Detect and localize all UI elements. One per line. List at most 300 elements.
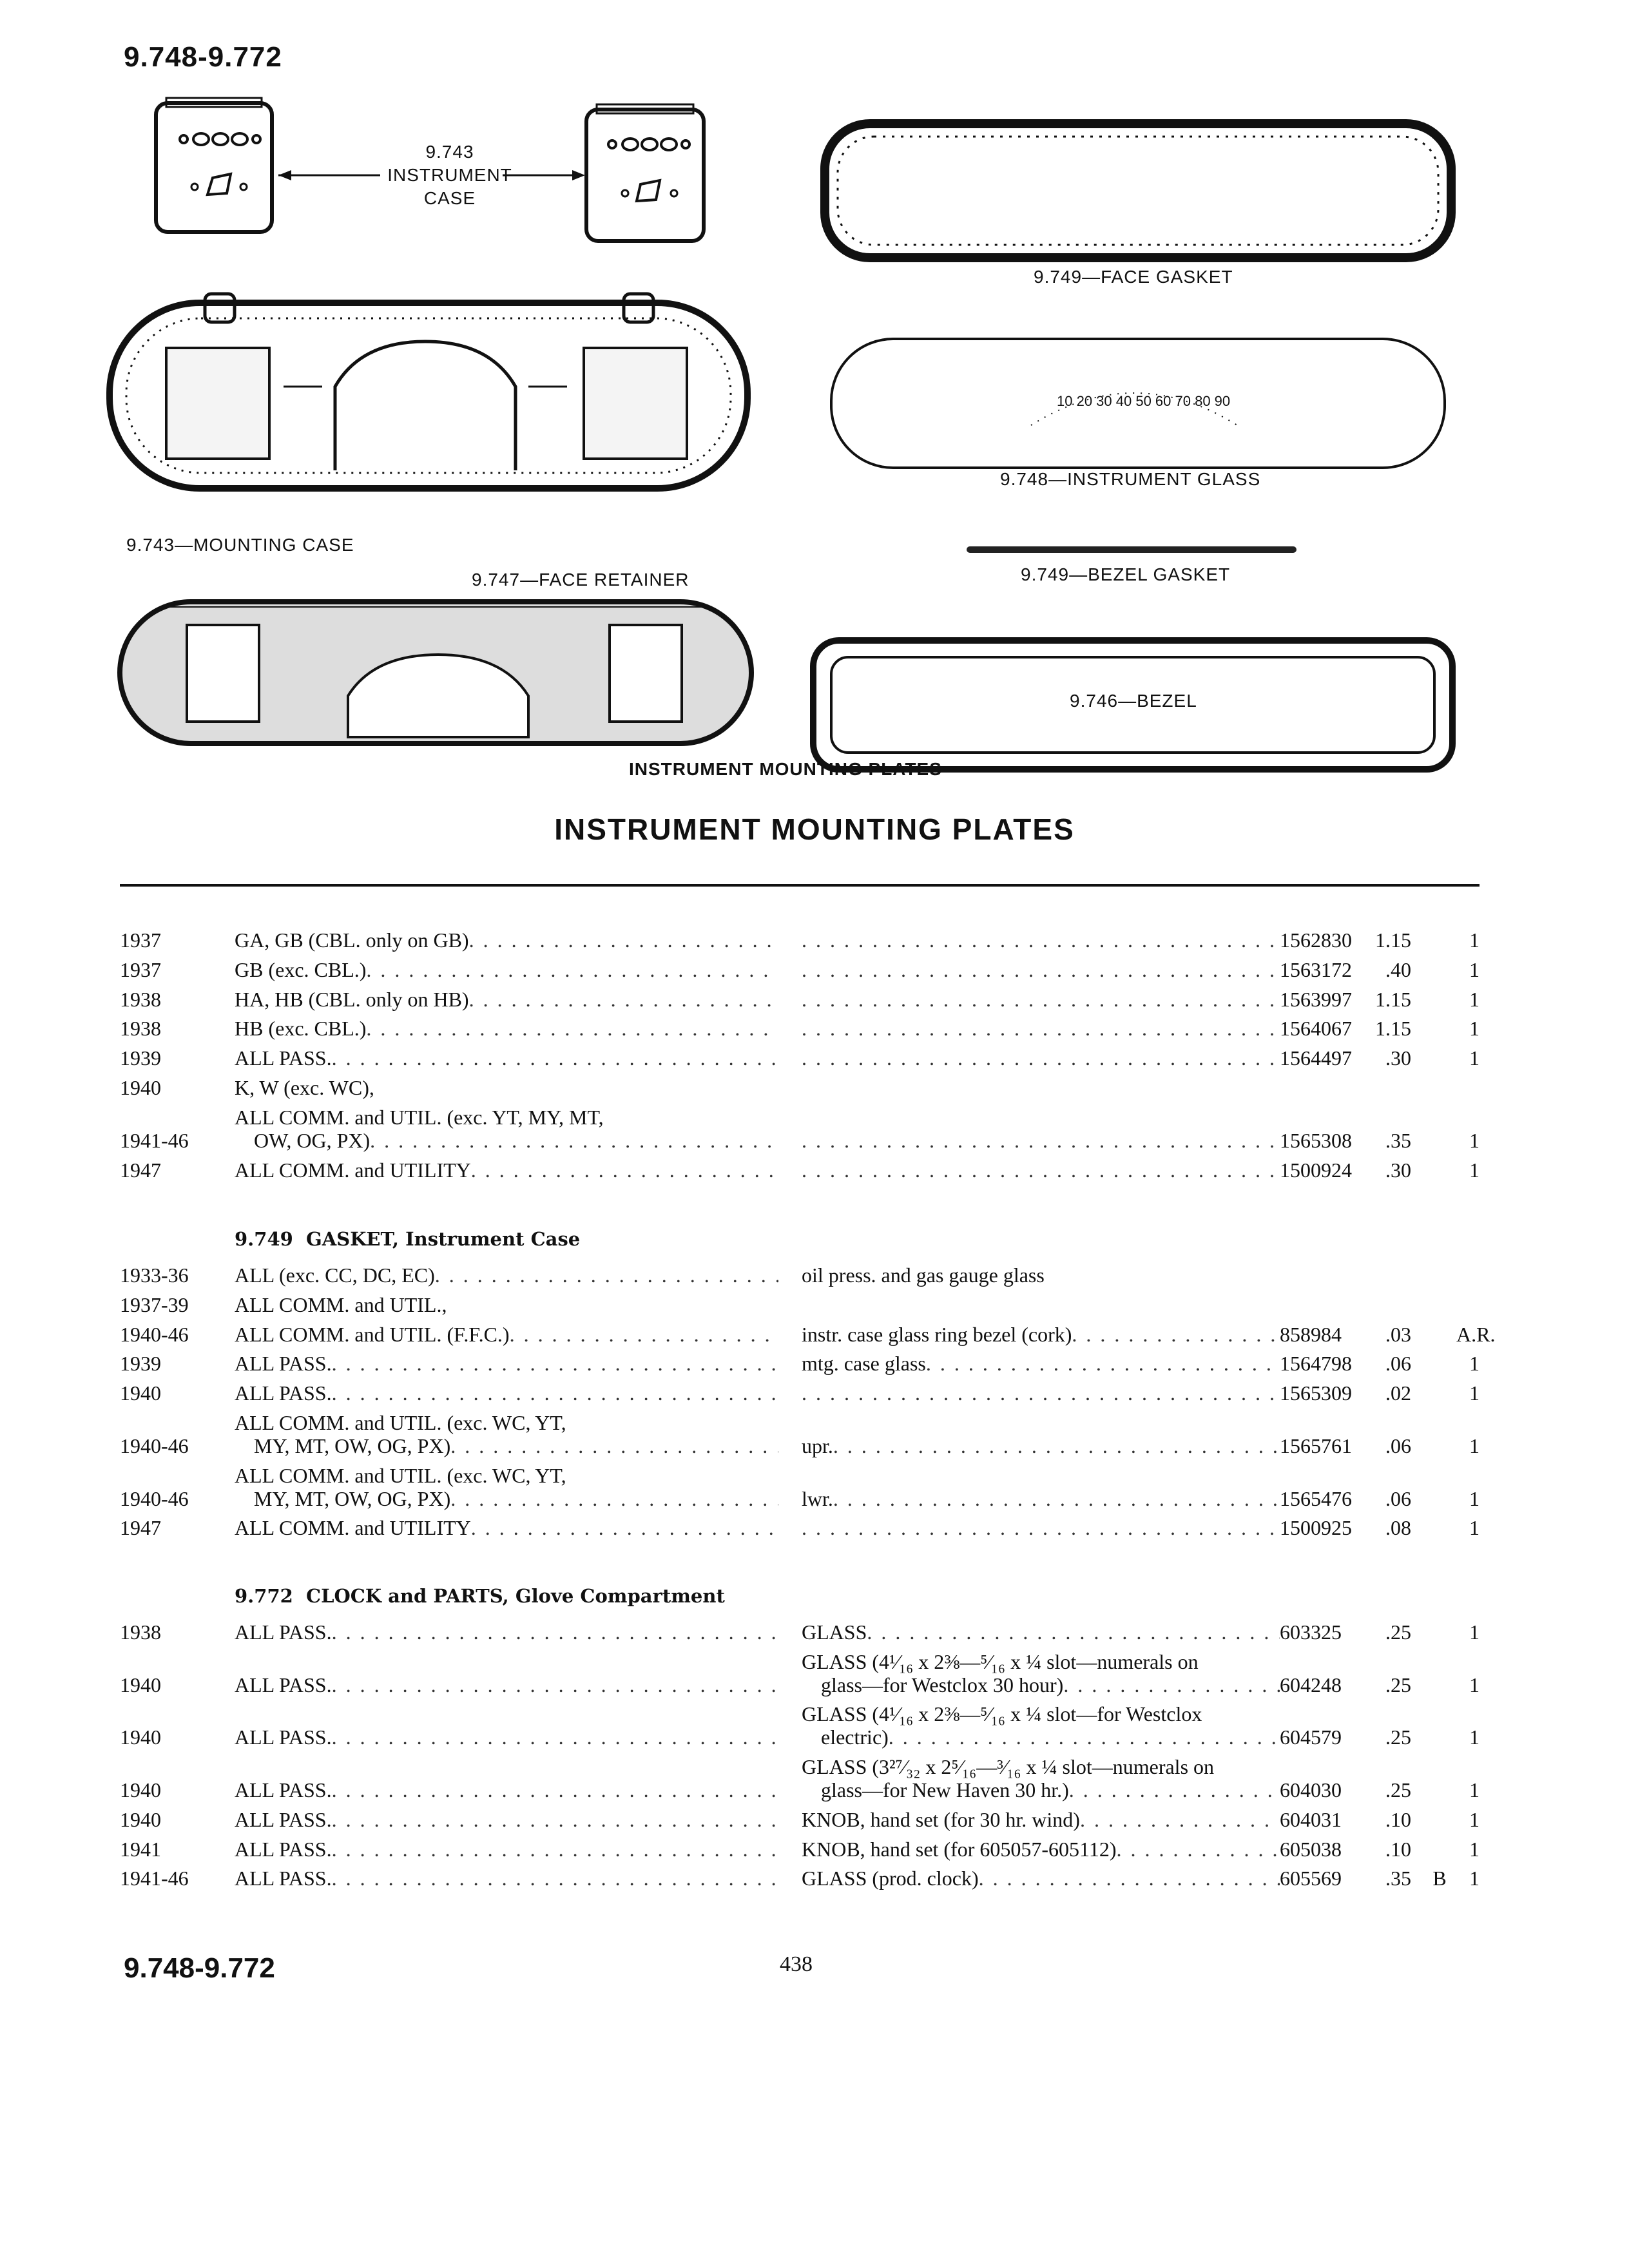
page-title: INSTRUMENT MOUNTING PLATES — [554, 812, 1075, 846]
model-cell-line — [235, 1129, 778, 1153]
instrument-glass-drawing — [831, 339, 1445, 468]
description-cell — [802, 1017, 1280, 1041]
year-cell: 1947 — [120, 1516, 161, 1540]
instrument-case-caption-num: 9.743 — [425, 142, 474, 162]
clock-section-heading: CLOCK and PARTS, Glove Compartment — [306, 1585, 725, 1607]
model-cell — [235, 1294, 778, 1317]
model-cell — [235, 988, 778, 1012]
description-cell-line — [802, 1517, 1280, 1540]
model-cell-line — [235, 1465, 778, 1488]
part-number-cell: 1565309 — [1280, 1381, 1352, 1405]
part-number-cell: 1565476 — [1280, 1486, 1352, 1510]
mounting-plates-section — [120, 929, 1480, 1182]
model-cell — [235, 1077, 778, 1100]
table-row — [120, 1264, 1480, 1287]
gasket-section-number: 9.749 — [235, 1228, 293, 1250]
quantity-cell: 1 — [1469, 1837, 1480, 1861]
description-cell — [802, 959, 1280, 982]
description-cell-line — [802, 1435, 1280, 1458]
description-cell-line — [802, 1488, 1280, 1511]
model-cell-text: ALL COMM. and UTIL. (exc. WC, YT, — [235, 1412, 566, 1435]
quantity-cell: 1 — [1469, 1352, 1480, 1376]
model-cell-line — [235, 988, 778, 1012]
quantity-cell: 1 — [1469, 1867, 1480, 1890]
description-cell-text: instr. case glass ring bezel (cork) — [802, 1323, 1072, 1346]
table-row — [120, 1465, 1480, 1511]
model-cell-text: ALL COMM. and UTIL. (F.F.C.) — [235, 1323, 510, 1346]
face-gasket-caption: 9.749—FACE GASKET — [1034, 267, 1233, 287]
description-cell — [802, 1129, 1280, 1153]
table-row — [120, 1382, 1480, 1405]
table-row — [120, 988, 1480, 1012]
table-row — [120, 959, 1480, 982]
bezel-caption: 9.746—BEZEL — [1070, 691, 1197, 711]
description-cell-text: KNOB, hand set (for 30 hr. wind) — [802, 1808, 1080, 1831]
year-cell: 1940-46 — [120, 1434, 189, 1457]
description-cell — [802, 1264, 1280, 1287]
part-number-cell: 1564798 — [1280, 1352, 1352, 1376]
description-cell-line — [802, 959, 1280, 982]
face-retainer-caption: 9.747—FACE RETAINER — [472, 570, 689, 590]
model-cell-line — [235, 1047, 778, 1070]
description-cell — [802, 929, 1280, 952]
dot-leader — [471, 1159, 778, 1182]
year-cell: 1947 — [120, 1158, 161, 1182]
part-number-cell: 604579 — [1280, 1725, 1342, 1749]
description-cell-text: GLASS (3²⁷⁄₃₂ x 2⁵⁄₁₆—³⁄₁₆ x ¼ slot—numerals on — [802, 1756, 1215, 1779]
dot-leader — [366, 1017, 778, 1040]
description-cell — [802, 1352, 1280, 1376]
year-cell: 1940 — [120, 1807, 161, 1831]
quantity-cell: A.R. — [1456, 1322, 1496, 1346]
model-cell — [235, 1838, 778, 1861]
dot-leader — [370, 1129, 778, 1152]
model-cell-text: GB (exc. CBL.) — [235, 958, 367, 981]
dot-leader — [510, 1323, 778, 1346]
dot-leader — [979, 1867, 1280, 1890]
table-row — [120, 1838, 1480, 1861]
model-cell — [235, 1412, 778, 1458]
dot-leader — [833, 1435, 1280, 1457]
gasket-section — [120, 1228, 1496, 1540]
table-row — [120, 1867, 1480, 1890]
description-cell-text: lwr. — [802, 1487, 833, 1510]
description-cell-line — [802, 1703, 1280, 1726]
gasket-section-heading: GASKET, Instrument Case — [306, 1228, 581, 1250]
model-cell — [235, 1017, 778, 1041]
gasket-section-title — [120, 1228, 1480, 1250]
price-cell: 1.15 — [1375, 928, 1411, 952]
year-cell: 1940 — [120, 1673, 161, 1696]
table-row — [120, 1756, 1480, 1802]
year-cell: 1939 — [120, 1046, 161, 1070]
dot-leader — [1117, 1838, 1280, 1861]
model-cell-line — [235, 1867, 778, 1890]
model-cell — [235, 1106, 778, 1153]
dot-leader — [469, 929, 778, 952]
dot-leader — [833, 1488, 1280, 1510]
year-cell: 1941-46 — [120, 1867, 189, 1890]
year-cell: 1938 — [120, 1017, 161, 1041]
description-cell-line — [802, 929, 1280, 952]
description-cell-line — [802, 1726, 1280, 1749]
description-cell — [802, 1838, 1280, 1861]
dot-leader — [802, 1129, 1280, 1152]
dot-leader — [802, 929, 1280, 952]
bezel-gasket-caption: 9.749—BEZEL GASKET — [1021, 564, 1231, 584]
description-cell-line — [802, 1779, 1280, 1802]
model-cell-text: GA, GB (CBL. only on GB) — [235, 929, 469, 952]
model-cell-text: ALL COMM. and UTIL. (exc. WC, YT, — [235, 1464, 566, 1487]
instrument-glass-caption: 9.748—INSTRUMENT GLASS — [1000, 469, 1261, 489]
description-cell — [802, 1809, 1280, 1832]
table-row — [120, 1322, 1496, 1347]
year-cell: 1940 — [120, 1381, 161, 1405]
price-cell: .02 — [1385, 1381, 1411, 1405]
model-cell-text: ALL COMM. and UTILITY — [235, 1517, 471, 1540]
description-cell-line — [802, 1129, 1280, 1153]
dot-leader — [450, 1434, 778, 1457]
model-cell — [235, 1323, 778, 1347]
model-cell-line — [235, 1264, 778, 1287]
model-cell-text: ALL PASS. — [235, 1838, 332, 1861]
description-cell — [802, 1867, 1280, 1890]
model-cell — [235, 1867, 778, 1890]
model-cell-text: ALL PASS. — [235, 1673, 332, 1696]
dot-leader — [802, 1517, 1280, 1539]
dot-leader — [1080, 1809, 1280, 1831]
price-cell: .35 — [1385, 1128, 1411, 1152]
description-cell — [802, 1159, 1280, 1182]
instrument-case-right-drawing — [586, 104, 704, 241]
model-cell-text: K, W (exc. WC), — [235, 1077, 374, 1100]
table-row — [120, 1651, 1480, 1697]
year-cell: 1940 — [120, 1778, 161, 1802]
description-cell — [802, 1621, 1280, 1644]
price-cell: .35 — [1385, 1867, 1411, 1890]
model-cell-line — [235, 1838, 778, 1861]
model-cell — [235, 1809, 778, 1832]
dot-leader — [802, 1382, 1280, 1405]
part-number-cell: 1564497 — [1280, 1046, 1352, 1070]
year-cell: 1937-39 — [120, 1293, 189, 1316]
model-cell-text: ALL PASS. — [235, 1778, 332, 1802]
model-cell-line — [235, 1294, 778, 1317]
price-cell: .25 — [1385, 1620, 1411, 1644]
model-cell-text: ALL PASS. — [235, 1808, 332, 1831]
model-cell — [235, 1621, 778, 1644]
part-number-cell: 1565308 — [1280, 1128, 1352, 1152]
model-cell-line — [235, 1809, 778, 1832]
model-cell-line — [235, 1517, 778, 1540]
model-cell-text: HA, HB (CBL. only on HB) — [235, 988, 469, 1011]
quantity-cell: 1 — [1469, 928, 1480, 952]
year-cell: 1939 — [120, 1352, 161, 1376]
model-cell-text: ALL PASS. — [235, 1867, 332, 1890]
dot-leader — [889, 1725, 1280, 1749]
model-cell — [235, 1352, 778, 1376]
quantity-cell: 1 — [1469, 1486, 1480, 1510]
description-cell-line — [802, 1809, 1280, 1832]
description-cell — [802, 988, 1280, 1012]
model-cell — [235, 959, 778, 982]
part-number-cell: 1562830 — [1280, 928, 1352, 952]
model-cell-text: ALL (exc. CC, DC, EC) — [235, 1264, 435, 1287]
description-cell-line — [802, 988, 1280, 1012]
description-cell-line — [802, 1756, 1280, 1779]
clock-section-number: 9.772 — [235, 1585, 293, 1607]
part-number-cell: 605569 — [1280, 1867, 1342, 1890]
model-cell-line — [235, 929, 778, 952]
page-header-range: 9.748-9.772 — [124, 41, 282, 73]
face-retainer-drawing — [120, 602, 751, 744]
arrow-right-head — [572, 170, 585, 180]
price-cell: .10 — [1385, 1837, 1411, 1861]
dot-leader — [802, 988, 1280, 1011]
parts-illustrations — [0, 84, 1629, 799]
description-cell — [802, 1047, 1280, 1070]
description-cell-text: GLASS (4¹⁄₁₆ x 2⅜—⁵⁄₁₆ x ¼ slot—numerals on — [802, 1650, 1199, 1673]
model-cell-line — [235, 1726, 778, 1749]
model-cell-line — [235, 1674, 778, 1697]
description-cell-line — [802, 1047, 1280, 1070]
part-number-cell: 1500924 — [1280, 1158, 1352, 1182]
table-row — [120, 1047, 1480, 1070]
model-cell — [235, 1517, 778, 1540]
part-number-cell: 1565761 — [1280, 1434, 1352, 1457]
dot-leader — [802, 959, 1280, 981]
price-cell: .03 — [1385, 1322, 1411, 1346]
part-number-cell: 1563997 — [1280, 987, 1352, 1011]
price-cell: .06 — [1385, 1352, 1411, 1376]
quantity-cell: 1 — [1469, 1778, 1480, 1802]
table-row — [120, 1352, 1480, 1376]
table-row — [120, 1517, 1480, 1540]
quantity-cell: 1 — [1469, 1381, 1480, 1405]
model-cell-line — [235, 1412, 778, 1435]
price-cell: .30 — [1385, 1158, 1411, 1182]
model-cell-text: MY, MT, OW, OG, PX) — [254, 1434, 451, 1457]
description-cell — [802, 1488, 1280, 1511]
model-cell-line — [235, 1159, 778, 1182]
table-row — [120, 929, 1480, 952]
model-cell-text: ALL PASS. — [235, 1047, 332, 1070]
table-row — [120, 1294, 1480, 1317]
price-cell: .25 — [1385, 1673, 1411, 1696]
quantity-cell: 1 — [1469, 1516, 1480, 1540]
quantity-cell: 1 — [1469, 1158, 1480, 1182]
description-cell-line — [802, 1352, 1280, 1376]
model-cell-line — [235, 959, 778, 982]
dot-leader — [332, 1621, 778, 1644]
description-cell — [802, 1323, 1280, 1347]
price-cell: .25 — [1385, 1778, 1411, 1802]
table-row — [120, 1106, 1480, 1153]
year-cell: 1940 — [120, 1076, 161, 1100]
model-cell-line — [235, 1779, 778, 1802]
dot-leader — [332, 1779, 778, 1802]
description-cell — [802, 1382, 1280, 1405]
description-cell-line — [802, 1017, 1280, 1041]
table-row — [120, 1412, 1480, 1458]
description-cell — [802, 1517, 1280, 1540]
quantity-cell: 1 — [1469, 1434, 1480, 1457]
description-cell-line — [802, 1838, 1280, 1861]
description-cell — [802, 1435, 1280, 1458]
model-cell-text: ALL PASS. — [235, 1621, 332, 1644]
dot-leader — [366, 959, 778, 981]
quantity-cell: 1 — [1469, 1807, 1480, 1831]
description-cell-text: GLASS (4¹⁄₁₆ x 2⅜—⁵⁄₁₆ x ¼ slot—for Westclox — [802, 1703, 1202, 1726]
face-gasket-drawing — [825, 124, 1451, 258]
dot-leader — [802, 1017, 1280, 1040]
clock-rows — [120, 1621, 1480, 1890]
title-rule — [120, 884, 1480, 887]
year-cell: 1940-46 — [120, 1322, 189, 1346]
description-cell — [802, 1651, 1280, 1697]
dot-leader — [332, 1674, 778, 1696]
model-cell — [235, 929, 778, 952]
page-number: 438 — [780, 1952, 813, 1976]
quantity-cell: 1 — [1469, 1128, 1480, 1152]
part-number-cell: 605038 — [1280, 1837, 1342, 1861]
table-row — [120, 1159, 1480, 1182]
dot-leader — [435, 1264, 778, 1287]
instrument-case-left-drawing — [156, 98, 272, 232]
price-cell: .08 — [1385, 1516, 1411, 1540]
year-cell: 1940-46 — [120, 1486, 189, 1510]
model-cell-line — [235, 1323, 778, 1347]
model-cell-line — [235, 1621, 778, 1644]
model-cell — [235, 1465, 778, 1511]
model-cell-text: MY, MT, OW, OG, PX) — [254, 1486, 451, 1510]
model-cell-text: ALL PASS. — [235, 1726, 332, 1749]
description-cell-text: electric) — [821, 1725, 889, 1749]
model-cell-text: ALL COMM. and UTILITY — [235, 1158, 471, 1182]
description-cell-text: mtg. case glass — [802, 1352, 926, 1376]
dot-leader — [1069, 1778, 1280, 1802]
quantity-cell: 1 — [1469, 987, 1480, 1011]
dot-leader — [332, 1726, 778, 1749]
price-cell: .40 — [1385, 957, 1411, 981]
dot-leader — [1072, 1323, 1280, 1346]
quantity-cell: 1 — [1469, 1017, 1480, 1041]
gasket-rows — [120, 1264, 1496, 1540]
description-cell-line — [802, 1323, 1280, 1347]
quantity-cell: 1 — [1469, 1046, 1480, 1070]
description-cell-line — [802, 1264, 1280, 1287]
dot-leader — [926, 1352, 1280, 1375]
arrow-left-head — [278, 170, 291, 180]
description-cell — [802, 1756, 1280, 1802]
mounting-plates-figure-caption: INSTRUMENT MOUNTING PLATES — [629, 759, 942, 779]
model-cell-line — [235, 1077, 778, 1100]
description-cell-line — [802, 1651, 1280, 1674]
quantity-cell: 1 — [1469, 957, 1480, 981]
price-cell: .10 — [1385, 1807, 1411, 1831]
instrument-case-caption-line1: INSTRUMENT — [387, 165, 512, 185]
price-cell: 1.15 — [1375, 987, 1411, 1011]
year-cell: 1938 — [120, 987, 161, 1011]
price-cell: .25 — [1385, 1725, 1411, 1749]
year-cell: 1940 — [120, 1725, 161, 1749]
model-cell — [235, 1726, 778, 1749]
dot-leader — [867, 1621, 1280, 1644]
instrument-case-caption-line2: CASE — [423, 188, 476, 208]
table-row — [120, 1703, 1480, 1749]
model-cell-text: ALL PASS. — [235, 1352, 332, 1376]
model-cell-line — [235, 1106, 778, 1129]
price-cell: .06 — [1385, 1486, 1411, 1510]
part-number-cell: 604248 — [1280, 1673, 1342, 1696]
model-cell-text: ALL PASS. — [235, 1382, 332, 1405]
year-cell: 1941-46 — [120, 1128, 189, 1152]
dot-leader — [332, 1809, 778, 1831]
part-number-cell: 858984 — [1280, 1322, 1342, 1346]
dot-leader — [1063, 1673, 1280, 1696]
part-number-cell: 604030 — [1280, 1778, 1342, 1802]
model-cell — [235, 1674, 778, 1697]
description-cell-line — [802, 1621, 1280, 1644]
description-cell-text: glass—for New Haven 30 hr.) — [821, 1778, 1069, 1802]
dot-leader — [332, 1838, 778, 1861]
dot-leader — [332, 1382, 778, 1405]
description-cell — [802, 1703, 1280, 1749]
part-number-cell: 1564067 — [1280, 1017, 1352, 1041]
description-cell-line — [802, 1674, 1280, 1697]
svg-text:10 20 30 40 50 60 70 80 90: 10 20 30 40 50 60 70 80 90 — [1057, 393, 1231, 409]
table-row — [120, 1077, 1480, 1100]
part-number-cell: 1500925 — [1280, 1516, 1352, 1540]
bezel-gasket-drawing — [967, 546, 1296, 553]
quantity-cell: 1 — [1469, 1673, 1480, 1696]
model-cell-line — [235, 1352, 778, 1376]
model-cell — [235, 1047, 778, 1070]
year-cell: 1941 — [120, 1837, 161, 1861]
mounting-plates-rows — [120, 929, 1480, 1182]
dot-leader — [332, 1867, 778, 1890]
description-cell-text: oil press. and gas gauge glass — [802, 1264, 1045, 1287]
quantity-cell: 1 — [1469, 1620, 1480, 1644]
model-cell-text: HB (exc. CBL.) — [235, 1017, 367, 1041]
table-row — [120, 1621, 1480, 1644]
year-cell: 1938 — [120, 1620, 161, 1644]
part-number-cell: 603325 — [1280, 1620, 1342, 1644]
model-cell — [235, 1779, 778, 1802]
clock-section — [120, 1585, 1480, 1890]
model-cell-text: ALL COMM. and UTIL. (exc. YT, MY, MT, — [235, 1106, 604, 1129]
model-cell — [235, 1382, 778, 1405]
model-cell — [235, 1264, 778, 1287]
dot-leader — [332, 1352, 778, 1375]
part-number-cell: 1563172 — [1280, 957, 1352, 981]
dot-leader — [802, 1159, 1280, 1182]
dot-leader — [469, 988, 778, 1011]
footer-range: 9.748-9.772 — [124, 1952, 275, 1984]
model-cell — [235, 1159, 778, 1182]
year-cell: 1937 — [120, 957, 161, 981]
description-cell-text: KNOB, hand set (for 605057-605112) — [802, 1838, 1117, 1861]
model-cell-line — [235, 1488, 778, 1511]
mounting-case-caption: 9.743—MOUNTING CASE — [126, 535, 354, 555]
price-cell: .30 — [1385, 1046, 1411, 1070]
quantity-cell: 1 — [1469, 1725, 1480, 1749]
description-cell-line — [802, 1159, 1280, 1182]
model-cell-text: OW, OG, PX) — [254, 1128, 371, 1152]
model-cell-text: ALL COMM. and UTIL., — [235, 1293, 447, 1316]
model-cell-line — [235, 1435, 778, 1458]
part-number-cell: 604031 — [1280, 1807, 1342, 1831]
